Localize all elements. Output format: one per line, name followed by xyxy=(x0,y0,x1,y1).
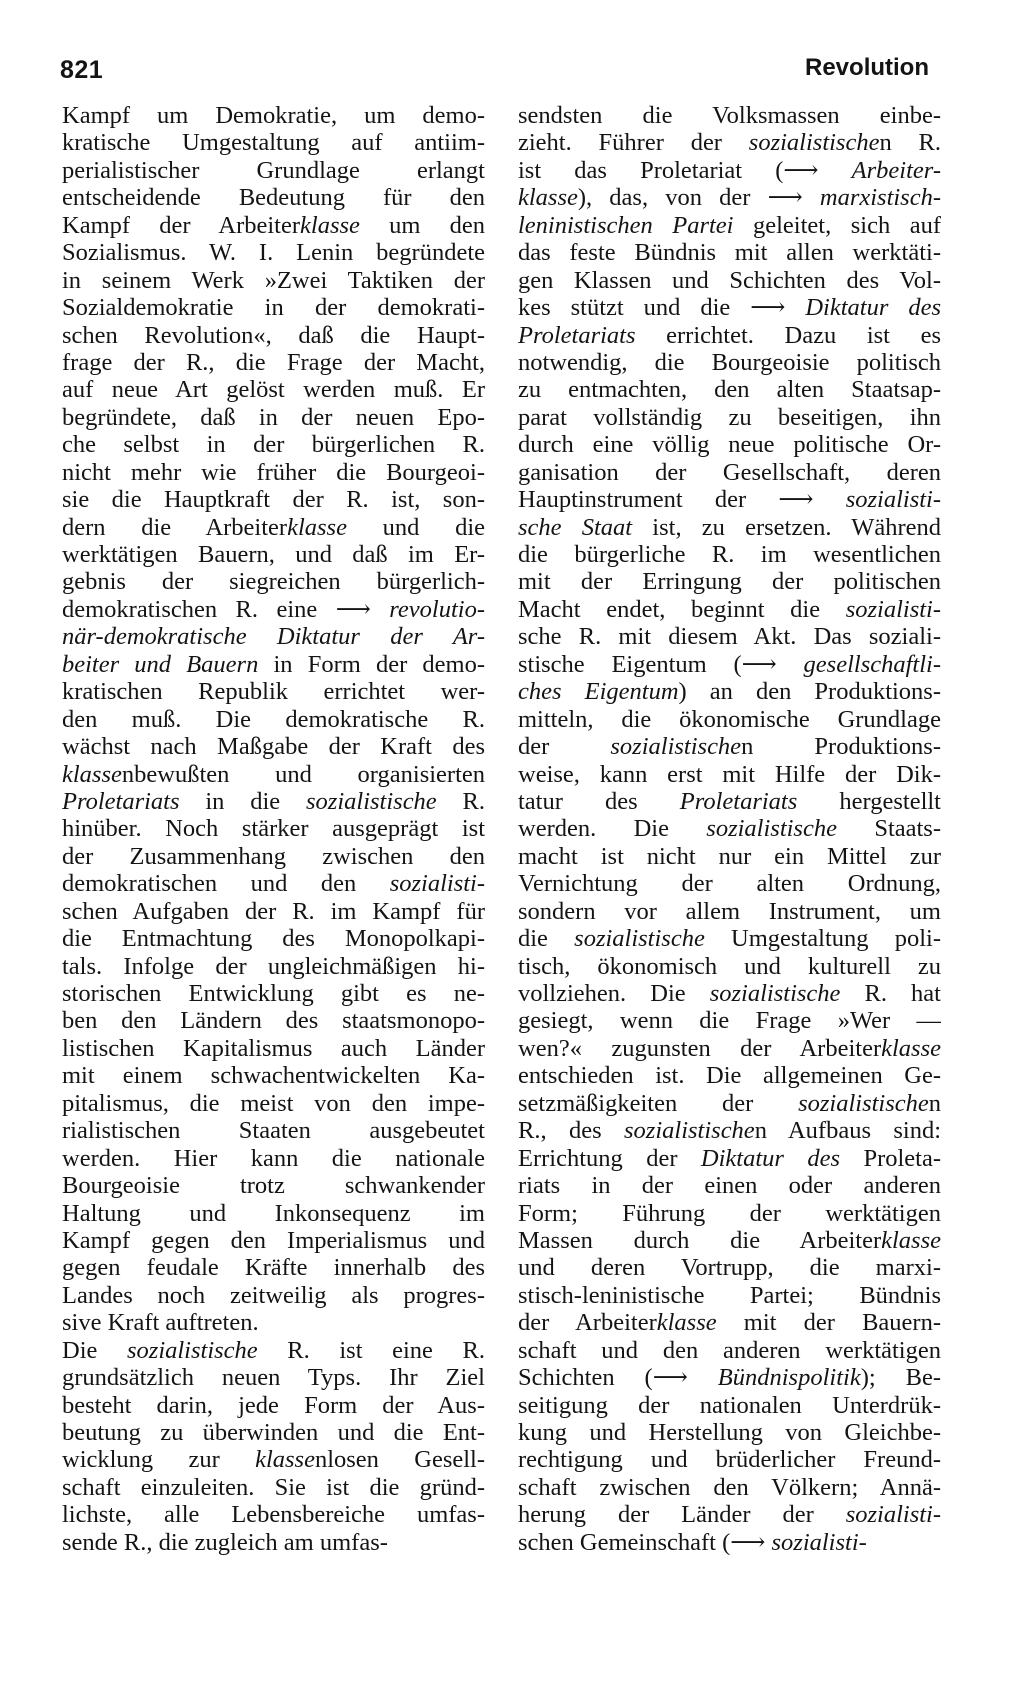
text-line: kratische Umgestaltung auf antiim- xyxy=(62,129,485,157)
text-line: beiter und Bauern in Form der demo- xyxy=(62,650,485,678)
text-line: che selbst in der bürgerlichen R. xyxy=(62,431,485,459)
text-line: sondern vor allem Instrument, um xyxy=(518,897,941,925)
text-line: kratischen Republik errichtet wer- xyxy=(62,678,485,706)
text-line: macht ist nicht nur ein Mittel zur xyxy=(518,842,941,870)
text-line: das feste Bündnis mit allen werktäti- xyxy=(518,239,941,267)
text-line: seitigung der nationalen Unterdrük- xyxy=(518,1391,941,1419)
text-line: Sozialismus. W. I. Lenin begründete xyxy=(62,239,485,267)
text-line: schaft zwischen den Völkern; Annä- xyxy=(518,1473,941,1501)
text-line: Proletariats errichtet. Dazu ist es xyxy=(518,321,941,349)
right-column xyxy=(518,102,941,1556)
text-line: beutung zu überwinden und die Ent- xyxy=(62,1419,485,1446)
text-line: der Zusammenhang zwischen den xyxy=(62,842,485,870)
text-line: när-demokratische Diktatur der Ar- xyxy=(62,623,485,651)
text-line: mitteln, die ökonomische Grundlage xyxy=(518,705,941,733)
text-line: stisch-leninistische Partei; Bündnis xyxy=(518,1281,941,1309)
left-column xyxy=(62,102,485,1556)
text-line: ganisation der Gesellschaft, deren xyxy=(518,458,941,486)
text-line: auf neue Art gelöst werden muß. Er xyxy=(62,376,485,404)
text-line: entschieden ist. Die allgemeinen Ge- xyxy=(518,1062,941,1090)
running-head: Revolution xyxy=(805,54,929,81)
text-line: schen Revolution«, daß die Haupt- xyxy=(62,321,485,349)
text-line: setzmäßigkeiten der sozialistischen xyxy=(518,1089,941,1117)
text-line: durch eine völlig neue politische Or- xyxy=(518,431,941,459)
text-line: grundsätzlich neuen Typs. Ihr Ziel xyxy=(62,1364,485,1392)
text-line: riats in der einen oder anderen xyxy=(518,1172,941,1200)
text-line: Sozialdemokratie in der demokrati- xyxy=(62,294,485,322)
text-line: Vernichtung der alten Ordnung, xyxy=(518,870,941,898)
text-line: schen Aufgaben der R. im Kampf für xyxy=(62,897,485,925)
text-line: zu entmachten, den alten Staatsap- xyxy=(518,376,941,404)
text-line: Bourgeoisie trotz schwankender xyxy=(62,1172,485,1200)
text-line: die Entmachtung des Monopolkapi- xyxy=(62,925,485,953)
text-line: nicht mehr wie früher die Bourgeoi- xyxy=(62,458,485,486)
text-line: gegen feudale Kräfte innerhalb des xyxy=(62,1254,485,1282)
text-line: tals. Infolge der ungleichmäßigen hi- xyxy=(62,952,485,980)
text-line: schaft und den anderen werktätigen xyxy=(518,1336,941,1364)
text-line: die sozialistische Umgestaltung poli- xyxy=(518,925,941,953)
text-line: werktätigen Bauern, und daß im Er- xyxy=(62,541,485,568)
text-line: sche Staat ist, zu ersetzen. Während xyxy=(518,513,941,541)
text-line: wicklung zur klassenlosen Gesell- xyxy=(62,1446,485,1474)
text-line: sie die Hauptkraft der R. ist, son- xyxy=(62,486,485,514)
text-line: mit der Erringung der politischen xyxy=(518,568,941,596)
text-line: ben den Ländern des staatsmonopo- xyxy=(62,1007,485,1035)
text-line: schen Gemeinschaft (⟶ sozialisti- xyxy=(518,1528,867,1556)
text-line: vollziehen. Die sozialistische R. hat xyxy=(518,980,941,1007)
text-line: Errichtung der Diktatur des Proleta- xyxy=(518,1144,941,1172)
text-line: Hauptinstrument der ⟶ sozialisti- xyxy=(518,486,941,514)
text-line: hinüber. Noch stärker ausgeprägt ist xyxy=(62,815,485,843)
text-line: sche R. mit diesem Akt. Das soziali- xyxy=(518,623,941,651)
text-line: Kampf um Demokratie, um demo- xyxy=(62,102,485,129)
text-line: Proletariats in die sozialistische R. xyxy=(62,787,485,815)
text-line: perialistischer Grundlage erlangt xyxy=(62,156,485,184)
text-line: R., des sozialistischen Aufbaus sind: xyxy=(518,1117,941,1145)
text-line: rechtigung und brüderlicher Freund- xyxy=(518,1446,941,1474)
text-line: weise, kann erst mit Hilfe der Dik- xyxy=(518,760,941,788)
text-line: zieht. Führer der sozialistischen R. xyxy=(518,129,941,157)
text-line: Form; Führung der werktätigen xyxy=(518,1199,941,1227)
text-line: storischen Entwicklung gibt es ne- xyxy=(62,980,485,1007)
text-line: frage der R., die Frage der Macht, xyxy=(62,348,485,376)
text-line: Kampf gegen den Imperialismus und xyxy=(62,1226,485,1254)
text-line: leninistischen Partei geleitet, sich auf xyxy=(518,211,941,239)
text-line: Landes noch zeitweilig als progres- xyxy=(62,1281,485,1309)
text-line: in seinem Werk »Zwei Taktiken der xyxy=(62,266,485,294)
text-line: listischen Kapitalismus auch Länder xyxy=(62,1034,485,1062)
text-line: die bürgerliche R. im wesentlichen xyxy=(518,541,941,568)
text-line: parat vollständig zu beseitigen, ihn xyxy=(518,403,941,431)
text-line: Macht endet, beginnt die sozialisti- xyxy=(518,595,941,623)
text-line: der Arbeiterklasse mit der Bauern- xyxy=(518,1309,941,1337)
text-line: sendsten die Volksmassen einbe- xyxy=(518,102,941,129)
text-line: tisch, ökonomisch und kulturell zu xyxy=(518,952,941,980)
text-line: klassenbewußten und organisierten xyxy=(62,760,485,788)
text-line: sive Kraft auftreten. xyxy=(62,1309,259,1337)
text-line: und deren Vortrupp, die marxi- xyxy=(518,1254,941,1282)
text-line: gen Klassen und Schichten des Vol- xyxy=(518,266,941,294)
text-line: demokratischen und den sozialisti- xyxy=(62,870,485,898)
text-line: gesiegt, wenn die Frage »Wer — xyxy=(518,1007,941,1035)
text-line: den muß. Die demokratische R. xyxy=(62,705,485,733)
text-line: Haltung und Inkonsequenz im xyxy=(62,1199,485,1227)
text-line: besteht darin, jede Form der Aus- xyxy=(62,1391,485,1419)
text-line: werden. Hier kann die nationale xyxy=(62,1144,485,1172)
text-line: kung und Herstellung von Gleichbe- xyxy=(518,1419,941,1446)
text-line: mit einem schwachentwickelten Ka- xyxy=(62,1062,485,1090)
text-line: lichste, alle Lebensbereiche umfas- xyxy=(62,1501,485,1529)
text-line: sende R., die zugleich am umfas- xyxy=(62,1528,388,1556)
text-line: Massen durch die Arbeiterklasse xyxy=(518,1226,941,1254)
text-line: herung der Länder der sozialisti- xyxy=(518,1501,941,1529)
text-line: Die sozialistische R. ist eine R. xyxy=(62,1336,485,1364)
text-line: gebnis der siegreichen bürgerlich- xyxy=(62,568,485,596)
text-line: ches Eigentum) an den Produktions- xyxy=(518,678,941,706)
text-line: Kampf der Arbeiterklasse um den xyxy=(62,211,485,239)
text-line: werden. Die sozialistische Staats- xyxy=(518,815,941,843)
text-line: Schichten (⟶ Bündnispolitik); Be- xyxy=(518,1364,941,1392)
text-line: tatur des Proletariats hergestellt xyxy=(518,787,941,815)
text-line: kes stützt und die ⟶ Diktatur des xyxy=(518,294,941,322)
text-line: ist das Proletariat (⟶ Arbeiter- xyxy=(518,156,941,184)
text-line: klasse), das, von der ⟶ marxistisch- xyxy=(518,184,941,212)
text-line: pitalismus, die meist von den impe- xyxy=(62,1089,485,1117)
text-line: notwendig, die Bourgeoisie politisch xyxy=(518,348,941,376)
text-line: stische Eigentum (⟶ gesellschaftli- xyxy=(518,650,941,678)
text-line: wächst nach Maßgabe der Kraft des xyxy=(62,733,485,761)
text-line: demokratischen R. eine ⟶ revolutio- xyxy=(62,595,485,623)
page-number: 821 xyxy=(60,56,104,84)
text-line: wen?« zugunsten der Arbeiterklasse xyxy=(518,1034,941,1062)
text-line: schaft einzuleiten. Sie ist die gründ- xyxy=(62,1473,485,1501)
text-line: rialistischen Staaten ausgebeutet xyxy=(62,1117,485,1145)
text-line: dern die Arbeiterklasse und die xyxy=(62,513,485,541)
text-line: begründete, daß in der neuen Epo- xyxy=(62,403,485,431)
text-line: entscheidende Bedeutung für den xyxy=(62,184,485,212)
text-line: der sozialistischen Produktions- xyxy=(518,733,941,761)
